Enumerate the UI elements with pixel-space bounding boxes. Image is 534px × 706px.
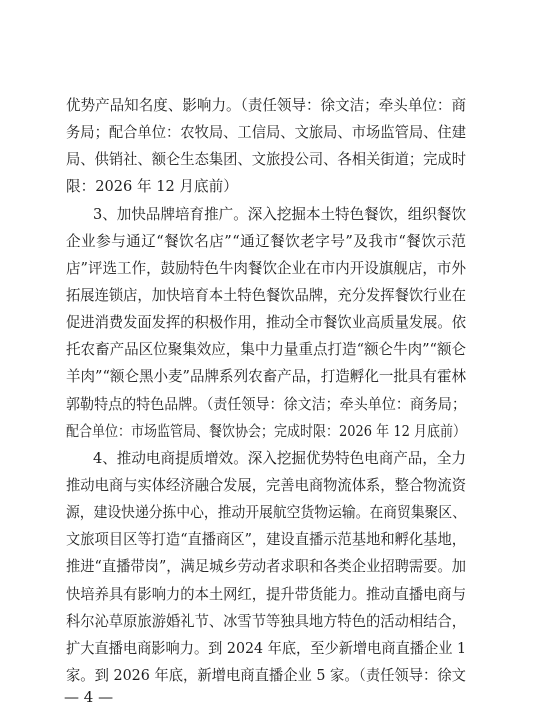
- paragraph-2-line-7: 羊肉”“额仑黑小麦”品牌系列农畜产品，打造孵化一批具有霍林: [66, 368, 467, 386]
- paragraph-3-line-5: 推进“直播带岗”，满足城乡劳动者求职和各类企业招聘需要。加: [66, 558, 467, 576]
- paragraph-2-line-8: 郭勒特点的特色品牌。（责任领导：徐文洁；牵头单位：商务局；: [66, 395, 466, 413]
- paragraph-3-line-8: 扩大直播电商影响力。到 2024 年底，至少新增电商直播企业 1: [66, 639, 467, 657]
- paragraph-1-line-3: 局、供销社、额仑生态集团、文旅投公司、各相关街道；完成时: [66, 151, 467, 169]
- paragraph-3-line-2: 推动电商与实体经济融合发展，完善电商物流体系，整合物流资: [66, 477, 467, 494]
- paragraph-2-line-5: 促进消费发面发挥的积极作用，推动全市餐饮业高质量发展。依: [66, 314, 467, 332]
- paragraph-1-line-4: 限：2026 年 12 月底前）: [66, 178, 238, 196]
- paragraph-1-line-2: 务局；配合单位：农牧局、工信局、文旅局、市场监管局、住建: [66, 124, 467, 142]
- paragraph-2-line-1: 3、加快品牌培育推广。深入挖掘本土特色餐饮，组织餐饮: [93, 205, 467, 223]
- page-number: — 4 —: [64, 688, 114, 706]
- paragraph-3-line-9: 家。到 2026 年底，新增电商直播企业 5 家。（责任领导：徐文: [66, 667, 466, 684]
- paragraph-2-line-9: 配合单位：市场监管局、餐饮协会；完成时限：2026 年 12 月底前）: [66, 422, 466, 440]
- paragraph-2-line-2: 企业参与通辽“餐饮名店”“通辽餐饮老字号”及我市“餐饮示范: [66, 232, 467, 250]
- paragraph-1-line-1: 优势产品知名度、影响力。（责任领导：徐文洁；牵头单位：商: [66, 97, 467, 114]
- paragraph-2-line-4: 拓展连锁店，加快培育本土特色餐饮品牌，充分发挥餐饮行业在: [66, 287, 467, 304]
- paragraph-3-line-7: 科尔沁草原旅游婚礼节、冰雪节等独具地方特色的活动相结合，: [66, 612, 467, 630]
- paragraph-2-line-6: 托农畜产品区位聚集效应，集中力量重点打造“额仑牛肉”“额仑: [66, 341, 467, 359]
- paragraph-3-line-6: 快培养具有影响力的本土网红，提升带货能力。推动直播电商与: [66, 585, 467, 603]
- paragraph-3-line-4: 文旅项目区等打造“直播商区”，建设直播示范基地和孵化基地，: [66, 531, 467, 549]
- paragraph-3-line-3: 源，建设快递分拣中心，推动开展航空货物运输。在商贸集聚区、: [66, 504, 466, 522]
- paragraph-2-line-3: 店”评选工作，鼓励特色牛肉餐饮企业在市内开设旗舰店，市外: [66, 259, 467, 277]
- paragraph-3-line-1: 4、推动电商提质增效。深入挖掘优势特色电商产品，全力: [93, 449, 467, 467]
